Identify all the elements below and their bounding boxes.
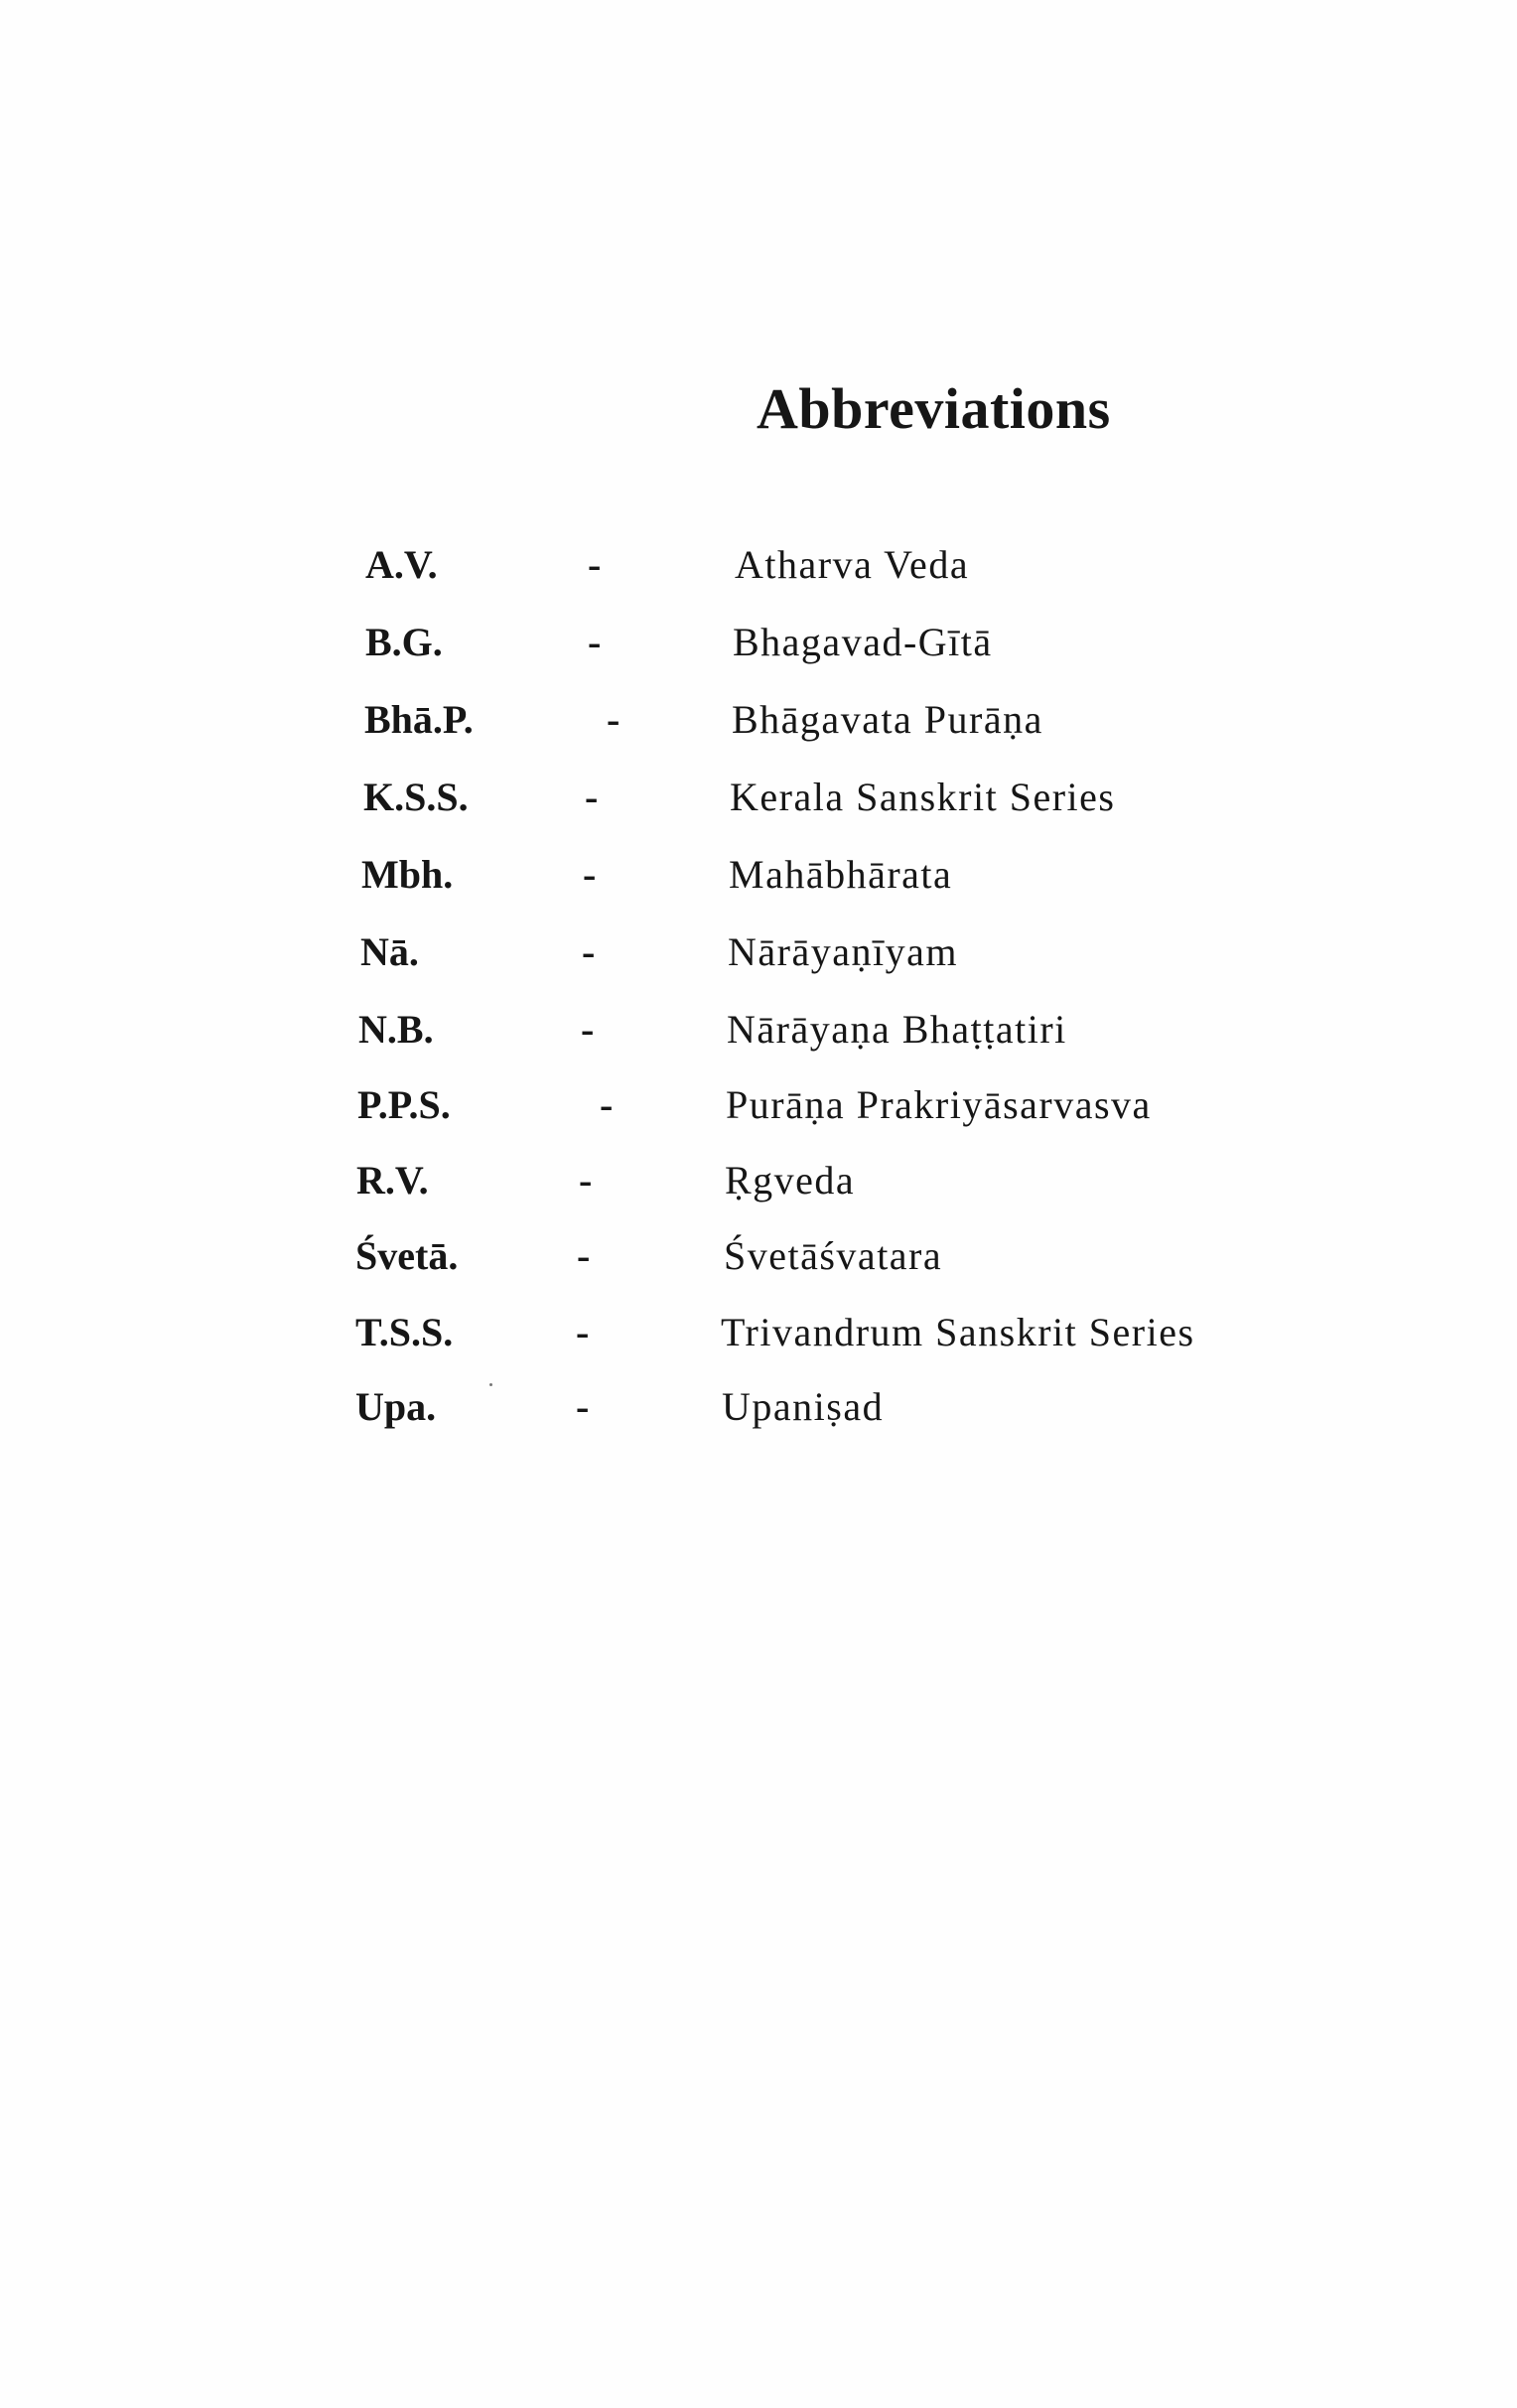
abbreviation-expansion: Kerala Sanskrit Series — [730, 775, 1116, 819]
abbreviation-dash: - — [581, 1007, 595, 1052]
abbreviation-expansion: Śvetāśvatara — [724, 1233, 943, 1278]
abbreviation-expansion: Mahābhārata — [729, 852, 953, 897]
abbreviation-dash: - — [600, 1082, 614, 1127]
abbreviation-term: Śvetā. — [355, 1233, 459, 1278]
abbreviation-term: A.V. — [365, 542, 438, 587]
abbreviation-expansion: Bhāgavata Purāṇa — [732, 697, 1043, 742]
abbreviation-dash: - — [582, 929, 596, 974]
abbreviation-dash: - — [585, 775, 599, 819]
abbreviation-term: Mbh. — [361, 852, 454, 897]
scan-speck — [489, 1383, 492, 1386]
abbreviation-dash: - — [588, 542, 602, 587]
abbreviation-dash: - — [576, 1310, 590, 1354]
abbreviation-dash: - — [576, 1384, 590, 1429]
abbreviation-row — [0, 1232, 1517, 1292]
abbreviation-row — [0, 619, 1517, 678]
abbreviation-term: T.S.S. — [355, 1310, 454, 1354]
abbreviation-term: Nā. — [360, 929, 419, 974]
abbreviation-dash: - — [577, 1233, 591, 1278]
abbreviation-row — [0, 1383, 1517, 1443]
abbreviation-row — [0, 1081, 1517, 1141]
abbreviation-expansion: Ṛgveda — [725, 1158, 856, 1203]
abbreviation-row — [0, 696, 1517, 756]
abbreviation-expansion: Purāṇa Prakriyāsarvasva — [726, 1082, 1152, 1127]
page-title: Abbreviations — [757, 376, 1111, 441]
abbreviation-term: Upa. — [355, 1384, 437, 1429]
abbreviation-term: B.G. — [365, 620, 443, 664]
abbreviation-row — [0, 1006, 1517, 1065]
abbreviation-term: P.P.S. — [357, 1082, 451, 1127]
abbreviation-row — [0, 851, 1517, 911]
abbreviation-term: K.S.S. — [363, 775, 469, 819]
abbreviation-expansion: Atharva Veda — [735, 542, 970, 587]
abbreviation-expansion: Nārāyaṇa Bhaṭṭatiri — [727, 1007, 1067, 1052]
abbreviation-expansion: Upaniṣad — [722, 1384, 885, 1429]
abbreviation-dash: - — [588, 620, 602, 664]
abbreviation-dash: - — [607, 697, 621, 742]
abbreviation-row — [0, 774, 1517, 833]
abbreviation-expansion: Trivandrum Sanskrit Series — [721, 1310, 1195, 1354]
abbreviation-row — [0, 928, 1517, 988]
abbreviation-dash: - — [583, 852, 597, 897]
abbreviation-row — [0, 541, 1517, 601]
abbreviation-row — [0, 1157, 1517, 1216]
abbreviation-dash: - — [579, 1158, 593, 1203]
abbreviation-expansion: Nārāyaṇīyam — [728, 929, 958, 974]
abbreviation-term: Bhā.P. — [364, 697, 474, 742]
abbreviation-term: R.V. — [356, 1158, 429, 1203]
abbreviation-expansion: Bhagavad-Gītā — [733, 620, 993, 664]
abbreviation-row — [0, 1309, 1517, 1368]
abbreviation-term: N.B. — [358, 1007, 434, 1052]
